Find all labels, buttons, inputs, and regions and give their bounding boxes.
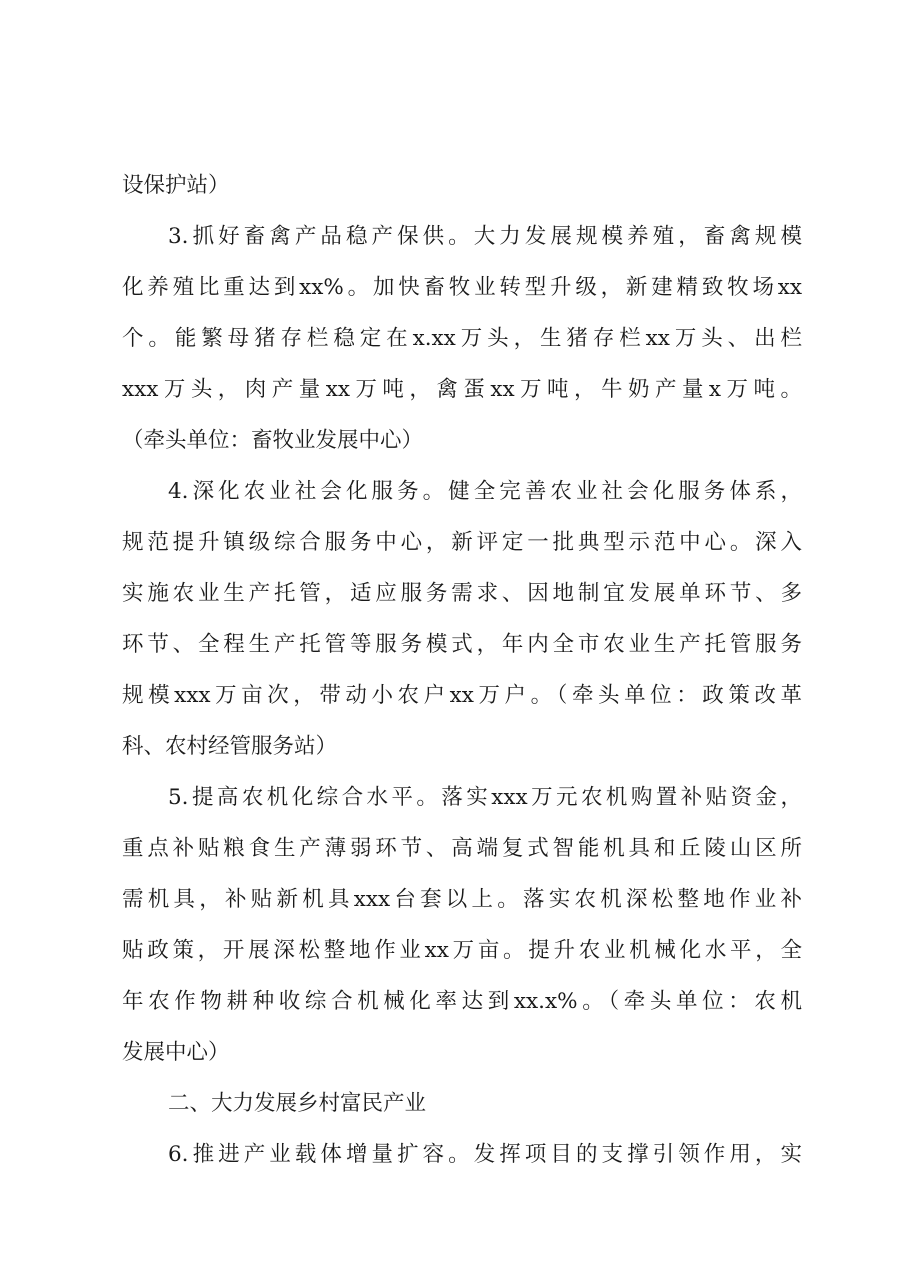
text-line: 发展中心） xyxy=(122,1040,230,1065)
text-line: 环节、全程生产托管等服务模式，年内全市农业生产托管服务 xyxy=(122,632,802,657)
text-line: （牵头单位：畜牧业发展中心） xyxy=(122,428,424,453)
text-line: 需机具，补贴新机具xxx台套以上。落实农机深松整地作业补 xyxy=(122,887,802,912)
text-line: 化养殖比重达到xx%。加快畜牧业转型升级，新建精致牧场xx xyxy=(122,275,802,300)
text-line: 4.深化农业社会化服务。健全完善农业社会化服务体系， xyxy=(168,479,802,504)
text-line: 5.提高农机化综合水平。落实xxx万元农机购置补贴资金， xyxy=(168,785,802,810)
text-line: 年农作物耕种收综合机械化率达到xx.x%。（牵头单位：农机 xyxy=(122,989,802,1014)
text-line: 规模xxx万亩次，带动小农户xx万户。（牵头单位：政策改革 xyxy=(122,683,802,708)
text-line: 重点补贴粮食生产薄弱环节、高端复式智能机具和丘陵山区所 xyxy=(122,836,802,861)
text-line: 贴政策，开展深松整地作业xx万亩。提升农业机械化水平，全 xyxy=(122,938,802,963)
text-line: 6.推进产业载体增量扩容。发挥项目的支撑引领作用，实 xyxy=(168,1142,802,1167)
document-body xyxy=(122,160,802,1180)
text-line: 个。能繁母猪存栏稳定在x.xx万头，生猪存栏xx万头、出栏 xyxy=(122,326,802,351)
text-line: 规范提升镇级综合服务中心，新评定一批典型示范中心。深入 xyxy=(122,530,802,555)
text-line: 实施农业生产托管，适应服务需求、因地制宜发展单环节、多 xyxy=(122,581,802,606)
text-line: 3.抓好畜禽产品稳产保供。大力发展规模养殖，畜禽规模 xyxy=(168,224,802,249)
section-heading: 二、大力发展乡村富民产业 xyxy=(168,1091,427,1116)
text-line: 科、农村经管服务站） xyxy=(122,734,338,759)
text-line: xxx万头，肉产量xx万吨，禽蛋xx万吨，牛奶产量x万吨。 xyxy=(122,377,802,402)
text-line: 设保护站） xyxy=(122,173,230,198)
